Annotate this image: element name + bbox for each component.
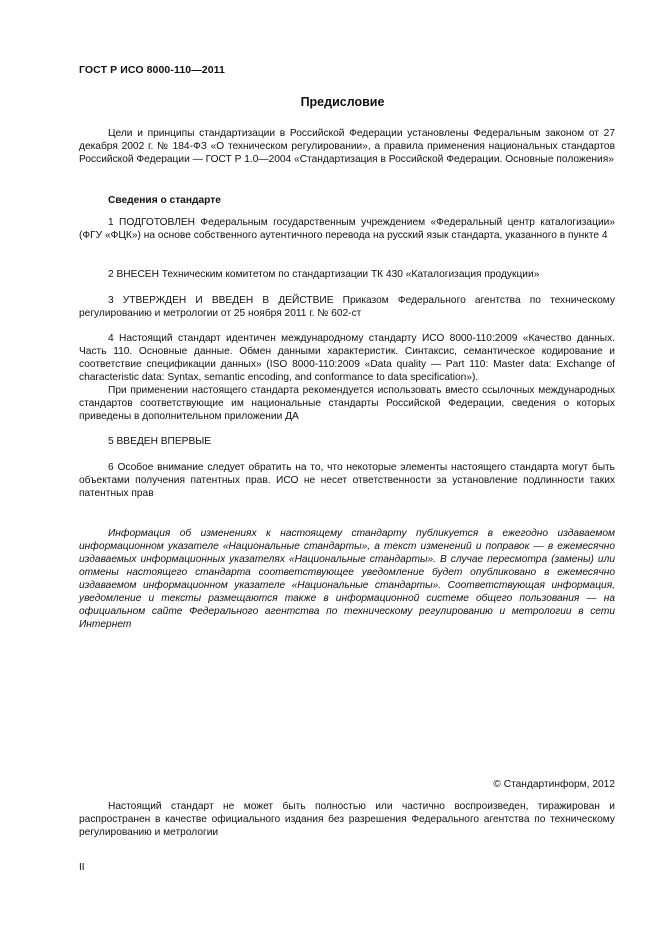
item-3-approved: 3 УТВЕРЖДЕН И ВВЕДЕН В ДЕЙСТВИЕ Приказом Федерального агентства по техническому регулированию и метрологии от 25 ноября 2011 г. № 602-ст [79, 295, 615, 319]
document-header: ГОСТ Р ИСО 8000-110—2011 [79, 64, 225, 76]
page-title: Предисловие [300, 95, 385, 109]
intro-paragraph: Цели и принципы стандартизации в Российской Федерации установлены Федеральным законом от 27 декабря 2002 г. № 184-ФЗ «О техническом регулировании», а правила применения национальных стандартов Российской Федерации — ГОСТ Р 1.0—2004 «Стандартизация в Российской Федерации. Основные положения» [79, 128, 615, 165]
item-4-note: При применении настоящего стандарта рекомендуется использовать вместо ссылочных международных стандартов соответствующие им национальные стандарты Российской Федерации, сведения о которых приведены в дополнительном приложении ДА [79, 385, 615, 422]
reproduction-notice: Настоящий стандарт не может быть полностью или частично воспроизведен, тиражирован и распространен в качестве официального издания без разрешения Федерального агентства по техническому регулированию и метрологии [79, 801, 615, 838]
item-4-identical: 4 Настоящий стандарт идентичен международному стандарту ИСО 8000-110:2009 «Качество данных. Часть 110. Основные данные. Обмен данными характеристик. Синтаксис, семантическое кодирование и соответствие спецификации данных» (ISO 8000-110:2009 «Data quality — Part 110: Master data: Exchange of characteristic data: Syntax, semantic encoding, and conformance to data specification»). [79, 333, 615, 383]
item-6-patent-rights: 6 Особое внимание следует обратить на то, что некоторые элементы настоящего стандарта могут быть объектами получения патентных прав. ИСО не несет ответственности за установление подлинности таких патентных прав [79, 462, 615, 499]
standard-info-heading: Сведения о стандарте [108, 195, 221, 206]
changes-info-notice: Информация об изменениях к настоящему стандарту публикуется в ежегодно издаваемом информационном указателе «Национальные стандарты», а текст изменений и поправок — в ежемесячно издаваемых информационных указателях «Национальные стандарты». В случае пересмотра (замены) или отмены настоящего стандарта соответствующее уведомление будет опубликовано в ежемесячно издаваемом информационном указателе «Национальные стандарты». Соответствующая информация, уведомление и тексты размещаются также в информационной системе общего пользования — на официальном сайте Федерального агентства по техническому регулированию и метрологии в сети Интернет [79, 528, 615, 630]
item-1-prepared: 1 ПОДГОТОВЛЕН Федеральным государственным учреждением «Федеральный центр каталогизации» (ФГУ «ФЦК») на основе собственного аутентичного перевода на русский язык стандарта, указанного в пункте 4 [79, 217, 615, 241]
item-5-first-introduced: 5 ВВЕДЕН ВПЕРВЫЕ [108, 436, 212, 447]
item-2-introduced: 2 ВНЕСЕН Техническим комитетом по стандартизации ТК 430 «Каталогизация продукции» [108, 269, 540, 280]
page-number: II [79, 862, 85, 873]
copyright: © Стандартинформ, 2012 [493, 779, 615, 790]
